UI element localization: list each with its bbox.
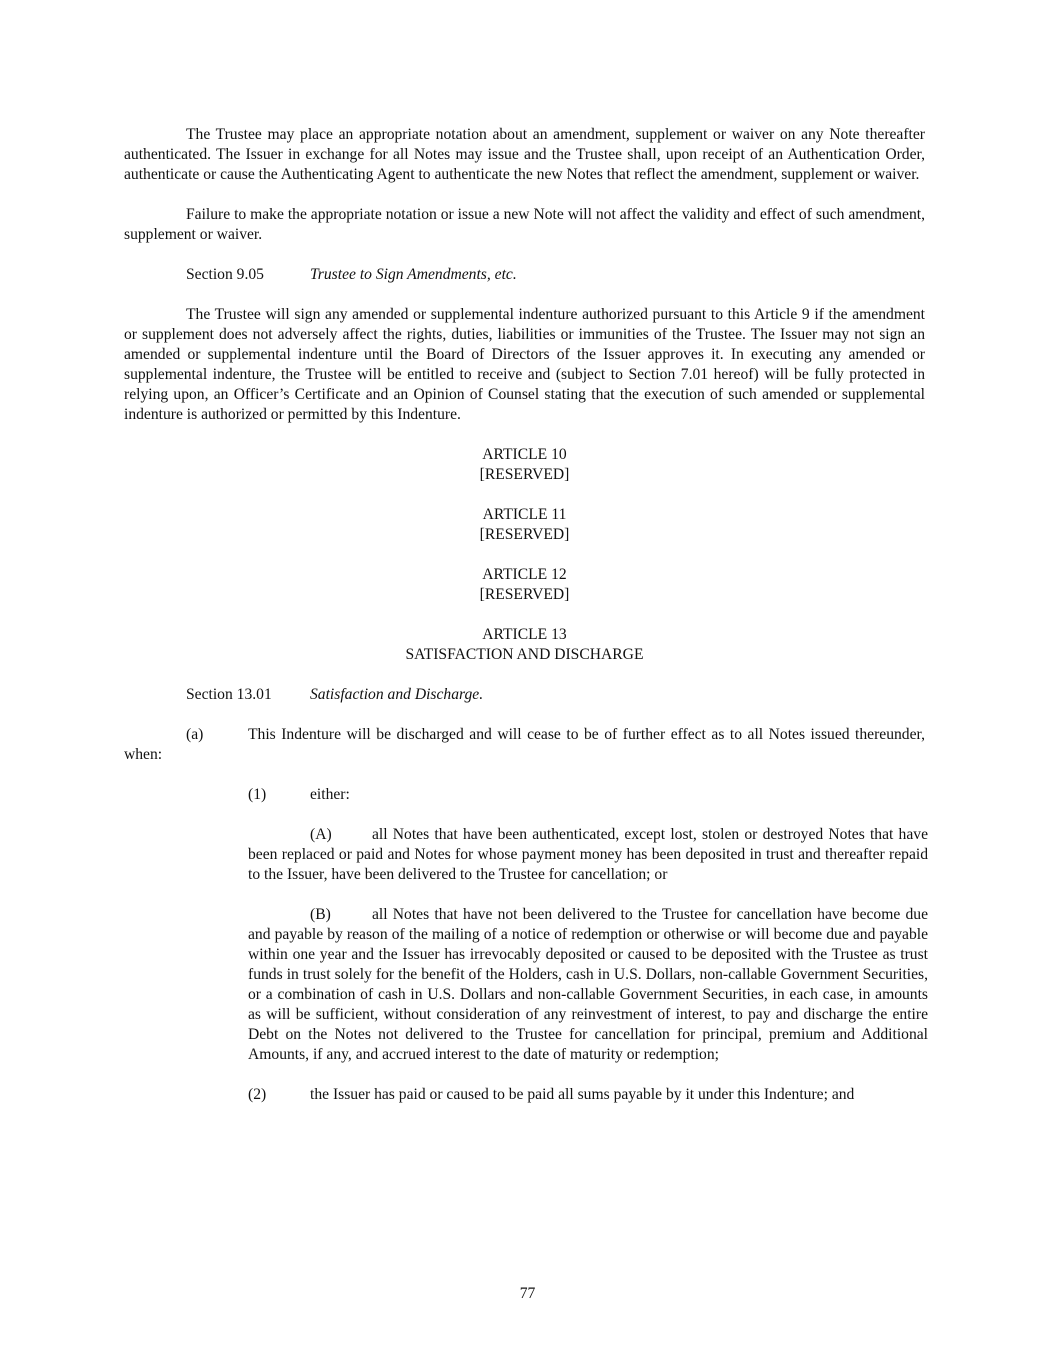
page-number: 77 [519,1285,536,1302]
section-13-01-heading [124,685,925,705]
clause-a [124,725,925,765]
article-subtitle: SATISFACTION AND DISCHARGE [405,646,644,663]
article-11-heading [124,505,925,545]
clause-text: either: [310,786,350,803]
paragraph-trustee-sign: The Trustee will sign any amended or supplemental indenture authorized pursuant to this Article 9 if the amendment or supplement does not adversely affect the rights, duties, liabilities or immunities of the Trustee. The Issuer may not sign an amended or supplemental indenture until the Board of Directors of the Issuer approves it. In executing any amended or supplemental indenture, the Trustee will be entitled to receive and (subject to Section 7.01 hereof) will be fully protected in relying upon, an Officer’s Certificate and an Opinion of Counsel stating that the execution of such amended or supplemental indenture is authorized or permitted by this Indenture. [124,306,925,423]
clause-label: (A) [310,826,332,843]
clause-label: (1) [248,786,267,803]
article-number: ARTICLE 11 [482,506,567,523]
section-title: Satisfaction and Discharge. [310,686,484,703]
clause-1-B [248,905,928,1065]
section-number: Section 9.05 [186,266,264,283]
section-9-05-heading [124,265,925,285]
article-13-heading [124,625,925,665]
clause-text: This Indenture will be discharged and will cease to be of further effect as to all Notes issued thereunder, when: [124,726,925,763]
article-number: ARTICLE 12 [482,566,567,583]
clause-1-A [248,825,928,885]
clause-text: the Issuer has paid or caused to be paid all sums payable by it under this Indenture; and [310,1086,855,1103]
clause-label: (a) [186,726,204,743]
article-subtitle: [RESERVED] [479,466,570,483]
clause-label: (B) [310,906,331,923]
section-number: Section 13.01 [186,686,272,703]
clause-text: all Notes that have been authenticated, except lost, stolen or destroyed Notes that have been replaced or paid and Notes for whose payment money has been deposited in trust and thereafter repaid to the Issuer, have been delivered to the Trustee for cancellation; or [248,826,928,883]
article-subtitle: [RESERVED] [479,586,570,603]
article-number: ARTICLE 13 [482,626,567,643]
section-title: Trustee to Sign Amendments, etc. [310,266,517,283]
clause-text: all Notes that have not been delivered to the Trustee for cancellation have become due and payable by reason of the mailing of a notice of redemption or otherwise or will become due and payable within one year and the Issuer has irrevocably deposited or caused to be deposited with the Trustee as trust funds in trust solely for the benefit of the Holders, cash in U.S. Dollars, non-callable Government Securities, or a combination of cash in U.S. Dollars and non-callable Government Securities, in each case, in amounts as will be sufficient, without consideration of any reinvestment of interest, to pay and discharge the entire Debt on the Notes not delivered to the Trustee for cancellation for principal, premium and Additional Amounts, if any, and accrued interest to the date of maturity or redemption; [248,906,928,1063]
paragraph-failure: Failure to make the appropriate notation or issue a new Note will not affect the validity and effect of such amendment, supplement or waiver. [124,206,925,243]
article-subtitle: [RESERVED] [479,526,570,543]
document-body [124,125,928,1105]
article-number: ARTICLE 10 [482,446,567,463]
clause-2 [248,1085,925,1105]
clause-label: (2) [248,1086,267,1103]
clause-1 [248,785,925,805]
paragraph-notation: The Trustee may place an appropriate notation about an amendment, supplement or waiver on any Note thereafter authenticated. The Issuer in exchange for all Notes may issue and the Trustee shall, upon receipt of an Authentication Order, authenticate or cause the Authenticating Agent to authenticate the new Notes that reflect the amendment, supplement or waiver. [124,126,925,183]
article-10-heading [124,445,925,485]
article-12-heading [124,565,925,605]
